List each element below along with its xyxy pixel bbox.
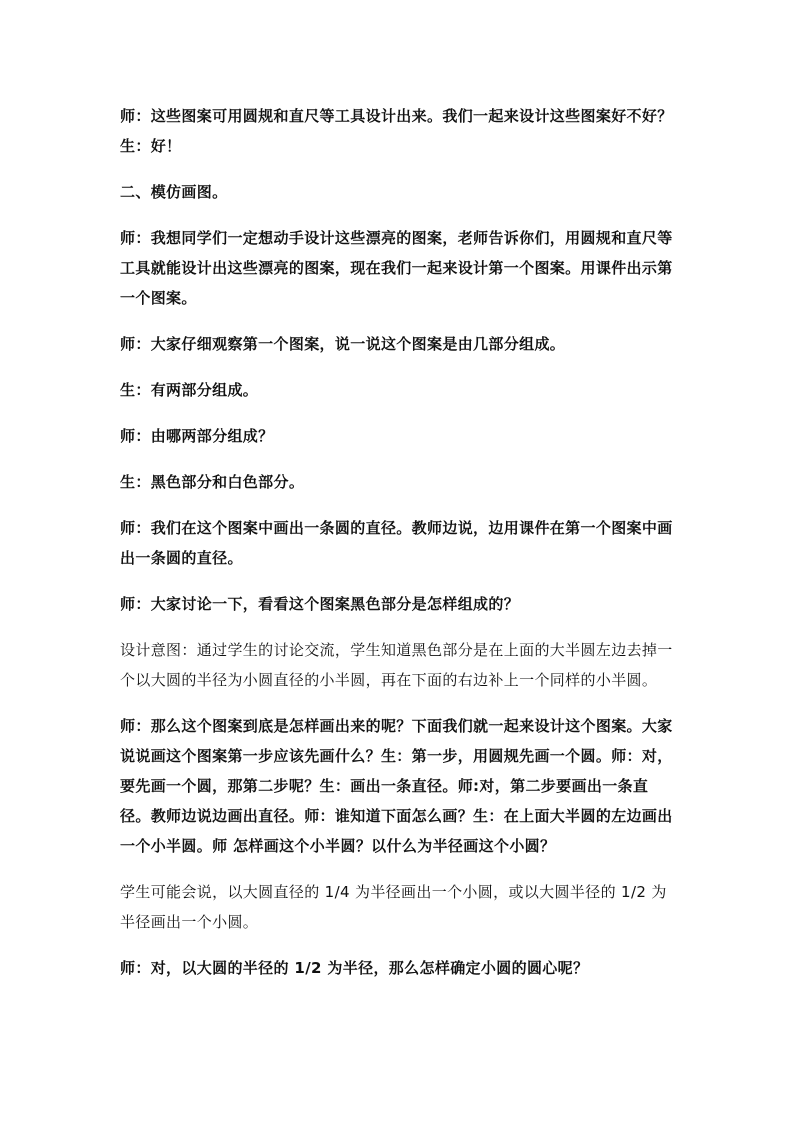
paragraph-5: 生：有两部分组成。: [120, 381, 259, 399]
document-body: [120, 101, 678, 999]
section-heading-2: 二、模仿画图。: [120, 183, 228, 201]
paragraph-12: 学生可能会说，以大圆直径的 1/4 为半径画出一个小圆，或以大圆半径的 1/2 为半径画出一个小圆。: [120, 883, 667, 931]
paragraph-11: 师：那么这个图案到底是怎样画出来的呢？下面我们就一起来设计这个图案。大家说说画这个图案第一步应该先画什么？生：第一步，用圆规先画一个圆。师：对，要先画一个圆，那第二步呢？生：画出一条直径。师:对，第二步要画出一条直径。教师边说边画出直径。师：谁知道下面怎么画？生：在上面大半圆的左边画出一个小半圆。师 怎样画这个小半圆？以什么为半径画这个小圆？: [120, 717, 673, 855]
paragraph-4: 师：大家仔细观察第一个图案，说一说这个图案是由几部分组成。: [120, 335, 566, 353]
paragraph-1: 师：这些图案可用圆规和直尺等工具设计出来。我们一起来设计这些图案好不好？生：好！: [120, 107, 673, 155]
paragraph-13: 师：对，以大圆的半径的 1/2 为半径，那么怎样确定小圆的圆心呢？: [120, 959, 589, 977]
paragraph-6: 师：由哪两部分组成？: [120, 427, 274, 445]
paragraph-9: 师：大家讨论一下，看看这个图案黑色部分是怎样组成的？: [120, 595, 520, 613]
paragraph-3: 师：我想同学们一定想动手设计这些漂亮的图案，老师告诉你们，用圆规和直尺等工具就能设计出这些漂亮的图案，现在我们一起来设计第一个图案。用课件出示第一个图案。: [120, 229, 673, 307]
paragraph-7: 生：黑色部分和白色部分。: [120, 473, 305, 491]
paragraph-design-intent: 设计意图：通过学生的讨论交流，学生知道黑色部分是在上面的大半圆左边去掉一个以大圆的半径为小圆直径的小半圆，再在下面的右边补上一个同样的小半圆。: [120, 641, 673, 689]
paragraph-8: 师：我们在这个图案中画出一条圆的直径。教师边说，边用课件在第一个图案中画出一条圆的直径。: [120, 519, 673, 567]
